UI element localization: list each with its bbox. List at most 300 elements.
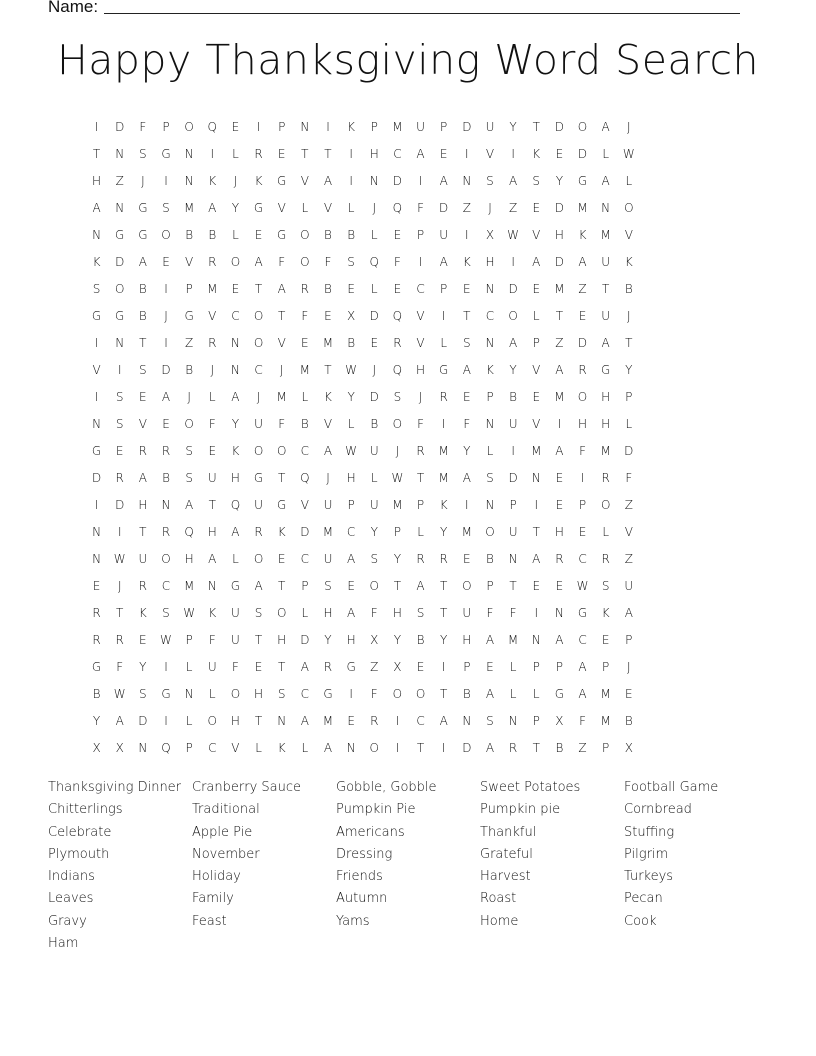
grid-letter[interactable]: J bbox=[395, 443, 400, 458]
grid-letter[interactable]: G bbox=[253, 200, 264, 215]
grid-letter[interactable]: I bbox=[557, 416, 562, 431]
grid-letter[interactable]: I bbox=[395, 740, 400, 755]
grid-letter[interactable]: N bbox=[462, 713, 472, 728]
grid-letter[interactable]: B bbox=[486, 551, 494, 566]
grid-letter[interactable]: W bbox=[622, 146, 635, 161]
grid-letter[interactable]: B bbox=[347, 227, 356, 242]
grid-letter[interactable]: K bbox=[277, 524, 286, 539]
grid-letter[interactable]: D bbox=[554, 254, 564, 269]
grid-letter[interactable]: P bbox=[602, 659, 610, 674]
grid-letter[interactable]: E bbox=[463, 551, 471, 566]
grid-letter[interactable]: B bbox=[462, 686, 471, 701]
grid-letter[interactable]: B bbox=[624, 713, 633, 728]
grid-letter[interactable]: N bbox=[531, 470, 541, 485]
grid-letter[interactable]: P bbox=[532, 659, 540, 674]
grid-letter[interactable]: U bbox=[369, 443, 379, 458]
grid-letter[interactable]: P bbox=[185, 740, 193, 755]
grid-letter[interactable]: F bbox=[486, 605, 494, 620]
grid-letter[interactable]: V bbox=[323, 416, 333, 431]
grid-letter[interactable]: U bbox=[369, 497, 379, 512]
grid-letter[interactable]: A bbox=[231, 389, 240, 404]
grid-letter[interactable]: A bbox=[462, 470, 471, 485]
grid-letter[interactable]: L bbox=[370, 470, 378, 485]
grid-letter[interactable]: E bbox=[532, 389, 541, 404]
grid-letter[interactable]: L bbox=[208, 389, 216, 404]
grid-letter[interactable]: S bbox=[486, 713, 494, 728]
grid-letter[interactable]: N bbox=[485, 416, 495, 431]
grid-letter[interactable]: L bbox=[255, 740, 262, 755]
grid-letter[interactable]: T bbox=[509, 578, 517, 593]
grid-letter[interactable]: L bbox=[370, 281, 378, 296]
grid-letter[interactable]: R bbox=[439, 389, 448, 404]
grid-letter[interactable]: K bbox=[208, 173, 217, 188]
grid-letter[interactable]: P bbox=[185, 632, 193, 647]
grid-letter[interactable]: R bbox=[370, 713, 379, 728]
grid-letter[interactable]: O bbox=[253, 335, 264, 350]
grid-letter[interactable]: E bbox=[115, 443, 124, 458]
grid-letter[interactable]: A bbox=[254, 254, 263, 269]
grid-letter[interactable]: B bbox=[555, 740, 564, 755]
grid-letter[interactable]: M bbox=[322, 335, 334, 350]
grid-letter[interactable]: M bbox=[183, 578, 195, 593]
grid-letter[interactable]: M bbox=[299, 362, 311, 377]
grid-letter[interactable]: A bbox=[485, 686, 495, 701]
grid-letter[interactable]: I bbox=[465, 227, 469, 242]
grid-letter[interactable]: L bbox=[509, 686, 517, 701]
grid-letter[interactable]: V bbox=[277, 200, 286, 215]
grid-letter[interactable]: I bbox=[511, 443, 515, 458]
grid-letter[interactable]: P bbox=[347, 497, 355, 512]
grid-letter[interactable]: E bbox=[370, 335, 379, 350]
grid-letter[interactable]: J bbox=[326, 470, 330, 485]
grid-letter[interactable]: P bbox=[278, 119, 286, 134]
grid-letter[interactable]: D bbox=[115, 119, 125, 134]
grid-letter[interactable]: F bbox=[231, 659, 239, 674]
grid-letter[interactable]: B bbox=[92, 686, 101, 701]
grid-letter[interactable]: B bbox=[300, 416, 309, 431]
grid-letter[interactable]: I bbox=[349, 173, 353, 188]
grid-letter[interactable]: R bbox=[439, 551, 448, 566]
grid-letter[interactable]: E bbox=[277, 551, 286, 566]
grid-letter[interactable]: Z bbox=[578, 281, 587, 296]
grid-letter[interactable]: E bbox=[208, 443, 217, 458]
grid-letter[interactable]: J bbox=[117, 578, 122, 593]
grid-letter[interactable]: V bbox=[416, 335, 425, 350]
grid-letter[interactable]: E bbox=[347, 281, 355, 296]
grid-letter[interactable]: L bbox=[532, 686, 540, 701]
grid-letter[interactable]: O bbox=[207, 713, 217, 728]
grid-letter[interactable]: R bbox=[416, 551, 425, 566]
grid-letter[interactable]: I bbox=[395, 713, 400, 728]
grid-letter[interactable]: P bbox=[463, 659, 471, 674]
grid-letter[interactable]: P bbox=[625, 632, 633, 647]
grid-letter[interactable]: T bbox=[254, 281, 263, 296]
grid-letter[interactable]: A bbox=[462, 362, 471, 377]
grid-letter[interactable]: A bbox=[532, 254, 541, 269]
grid-letter[interactable]: K bbox=[138, 605, 147, 620]
grid-letter[interactable]: R bbox=[578, 362, 587, 377]
grid-letter[interactable]: D bbox=[138, 713, 148, 728]
grid-letter[interactable]: I bbox=[164, 659, 168, 674]
grid-letter[interactable]: Y bbox=[370, 524, 378, 539]
grid-letter[interactable]: I bbox=[210, 146, 215, 161]
grid-letter[interactable]: Y bbox=[509, 362, 517, 377]
grid-letter[interactable]: V bbox=[300, 173, 309, 188]
grid-letter[interactable]: A bbox=[254, 578, 263, 593]
grid-letter[interactable]: G bbox=[323, 686, 333, 701]
grid-letter[interactable]: S bbox=[416, 605, 425, 620]
grid-letter[interactable]: O bbox=[230, 254, 241, 269]
grid-letter[interactable]: D bbox=[554, 200, 564, 215]
grid-letter[interactable]: M bbox=[438, 470, 449, 485]
grid-letter[interactable]: V bbox=[416, 308, 425, 323]
grid-letter[interactable]: J bbox=[279, 362, 284, 377]
grid-letter[interactable]: A bbox=[323, 173, 333, 188]
grid-letter[interactable]: T bbox=[92, 146, 101, 161]
grid-letter[interactable]: H bbox=[184, 551, 194, 566]
grid-letter[interactable]: A bbox=[208, 200, 217, 215]
grid-letter[interactable]: E bbox=[578, 524, 587, 539]
grid-letter[interactable]: K bbox=[486, 362, 494, 377]
grid-letter[interactable]: S bbox=[277, 686, 286, 701]
grid-letter[interactable]: B bbox=[138, 281, 147, 296]
grid-letter[interactable]: X bbox=[347, 308, 356, 323]
grid-letter[interactable]: H bbox=[138, 497, 148, 512]
grid-letter[interactable]: S bbox=[532, 173, 541, 188]
grid-letter[interactable]: R bbox=[208, 254, 217, 269]
grid-letter[interactable]: U bbox=[508, 524, 518, 539]
grid-letter[interactable]: R bbox=[115, 632, 124, 647]
grid-letter[interactable]: S bbox=[115, 416, 124, 431]
grid-letter[interactable]: T bbox=[532, 119, 540, 134]
grid-letter[interactable]: K bbox=[532, 146, 541, 161]
grid-letter[interactable]: N bbox=[184, 173, 194, 188]
grid-letter[interactable]: A bbox=[555, 443, 564, 458]
grid-letter[interactable]: E bbox=[139, 632, 147, 647]
grid-letter[interactable]: E bbox=[393, 281, 402, 296]
grid-letter[interactable]: N bbox=[300, 119, 310, 134]
grid-letter[interactable]: H bbox=[230, 470, 240, 485]
grid-letter[interactable]: T bbox=[278, 470, 286, 485]
grid-letter[interactable]: O bbox=[624, 200, 634, 215]
grid-letter[interactable]: D bbox=[577, 146, 588, 161]
grid-letter[interactable]: H bbox=[254, 686, 264, 701]
grid-letter[interactable]: G bbox=[253, 470, 264, 485]
grid-letter[interactable]: A bbox=[208, 551, 217, 566]
grid-letter[interactable]: U bbox=[207, 470, 217, 485]
grid-letter[interactable]: L bbox=[208, 686, 216, 701]
grid-letter[interactable]: N bbox=[207, 578, 217, 593]
grid-letter[interactable]: Q bbox=[207, 119, 217, 134]
grid-letter[interactable]: E bbox=[555, 497, 564, 512]
grid-letter[interactable]: I bbox=[418, 173, 423, 188]
grid-letter[interactable]: E bbox=[555, 470, 564, 485]
grid-letter[interactable]: R bbox=[138, 443, 148, 458]
grid-letter[interactable]: R bbox=[323, 659, 333, 674]
grid-letter[interactable]: H bbox=[462, 632, 472, 647]
grid-letter[interactable]: G bbox=[346, 659, 356, 674]
grid-letter[interactable]: V bbox=[231, 740, 240, 755]
grid-letter[interactable]: N bbox=[92, 227, 102, 242]
grid-letter[interactable]: U bbox=[508, 416, 518, 431]
grid-letter[interactable]: T bbox=[278, 308, 286, 323]
grid-letter[interactable]: V bbox=[92, 362, 101, 377]
grid-letter[interactable]: R bbox=[416, 443, 425, 458]
grid-letter[interactable]: M bbox=[183, 200, 195, 215]
grid-letter[interactable]: A bbox=[439, 254, 448, 269]
grid-letter[interactable]: F bbox=[463, 416, 471, 431]
grid-letter[interactable]: E bbox=[463, 389, 471, 404]
grid-letter[interactable]: G bbox=[277, 497, 287, 512]
grid-letter[interactable]: N bbox=[346, 740, 356, 755]
grid-letter[interactable]: E bbox=[532, 578, 541, 593]
grid-letter[interactable]: T bbox=[301, 146, 309, 161]
grid-letter[interactable]: A bbox=[231, 524, 240, 539]
grid-letter[interactable]: M bbox=[600, 227, 611, 242]
grid-letter[interactable]: Q bbox=[300, 470, 310, 485]
grid-letter[interactable]: T bbox=[532, 740, 540, 755]
grid-letter[interactable]: L bbox=[509, 659, 517, 674]
grid-letter[interactable]: I bbox=[94, 119, 99, 134]
grid-letter[interactable]: P bbox=[185, 281, 193, 296]
grid-letter[interactable]: R bbox=[161, 443, 171, 458]
grid-letter[interactable]: Z bbox=[578, 740, 587, 755]
grid-letter[interactable]: B bbox=[509, 389, 518, 404]
grid-letter[interactable]: O bbox=[276, 443, 287, 458]
grid-letter[interactable]: I bbox=[164, 713, 168, 728]
grid-letter[interactable]: P bbox=[301, 578, 309, 593]
grid-letter[interactable]: W bbox=[113, 686, 126, 701]
grid-letter[interactable]: G bbox=[577, 173, 588, 188]
grid-letter[interactable]: T bbox=[278, 659, 286, 674]
grid-letter[interactable]: N bbox=[601, 200, 611, 215]
grid-letter[interactable]: A bbox=[138, 470, 147, 485]
grid-letter[interactable]: A bbox=[161, 389, 171, 404]
grid-letter[interactable]: N bbox=[462, 173, 472, 188]
grid-letter[interactable]: L bbox=[532, 308, 540, 323]
grid-letter[interactable]: S bbox=[486, 173, 494, 188]
grid-letter[interactable]: G bbox=[115, 227, 125, 242]
grid-letter[interactable]: V bbox=[323, 200, 333, 215]
grid-letter[interactable]: I bbox=[164, 173, 168, 188]
grid-letter[interactable]: M bbox=[507, 632, 519, 647]
grid-letter[interactable]: P bbox=[440, 281, 448, 296]
grid-letter[interactable]: B bbox=[185, 227, 194, 242]
grid-letter[interactable]: E bbox=[532, 281, 541, 296]
grid-letter[interactable]: U bbox=[439, 227, 449, 242]
grid-letter[interactable]: T bbox=[463, 308, 471, 323]
grid-letter[interactable]: Y bbox=[393, 551, 402, 566]
grid-letter[interactable]: L bbox=[347, 200, 355, 215]
grid-letter[interactable]: S bbox=[463, 335, 471, 350]
grid-letter[interactable]: P bbox=[393, 524, 402, 539]
grid-letter[interactable]: O bbox=[577, 389, 588, 404]
grid-letter[interactable]: A bbox=[578, 686, 587, 701]
grid-letter[interactable]: R bbox=[115, 470, 124, 485]
grid-letter[interactable]: A bbox=[416, 146, 425, 161]
grid-letter[interactable]: S bbox=[324, 578, 332, 593]
grid-letter[interactable]: P bbox=[532, 335, 540, 350]
grid-letter[interactable]: Z bbox=[508, 200, 518, 215]
grid-letter[interactable]: B bbox=[624, 281, 633, 296]
grid-letter[interactable]: G bbox=[91, 308, 102, 323]
grid-letter[interactable]: O bbox=[508, 308, 518, 323]
grid-letter[interactable]: X bbox=[115, 740, 124, 755]
grid-letter[interactable]: Y bbox=[463, 443, 471, 458]
grid-letter[interactable]: U bbox=[323, 497, 333, 512]
grid-letter[interactable]: Y bbox=[440, 632, 448, 647]
grid-letter[interactable]: K bbox=[462, 254, 471, 269]
grid-letter[interactable]: D bbox=[577, 335, 588, 350]
grid-letter[interactable]: N bbox=[115, 146, 125, 161]
grid-letter[interactable]: A bbox=[601, 119, 610, 134]
grid-letter[interactable]: E bbox=[231, 281, 240, 296]
grid-letter[interactable]: I bbox=[441, 740, 446, 755]
grid-letter[interactable]: L bbox=[232, 227, 239, 242]
grid-letter[interactable]: I bbox=[580, 470, 585, 485]
grid-letter[interactable]: K bbox=[439, 497, 448, 512]
grid-letter[interactable]: A bbox=[92, 200, 101, 215]
grid-letter[interactable]: Q bbox=[369, 254, 379, 269]
grid-letter[interactable]: V bbox=[532, 362, 541, 377]
grid-letter[interactable]: M bbox=[322, 713, 334, 728]
grid-letter[interactable]: U bbox=[231, 632, 240, 647]
grid-letter[interactable]: A bbox=[323, 443, 333, 458]
grid-letter[interactable]: I bbox=[511, 146, 515, 161]
grid-letter[interactable]: C bbox=[300, 443, 310, 458]
grid-letter[interactable]: D bbox=[439, 200, 449, 215]
grid-letter[interactable]: O bbox=[415, 686, 426, 701]
grid-letter[interactable]: I bbox=[465, 146, 469, 161]
grid-letter[interactable]: B bbox=[138, 308, 147, 323]
grid-letter[interactable]: R bbox=[300, 281, 309, 296]
grid-letter[interactable]: L bbox=[625, 173, 633, 188]
grid-letter[interactable]: P bbox=[578, 497, 587, 512]
grid-letter[interactable]: G bbox=[439, 362, 449, 377]
grid-letter[interactable]: L bbox=[301, 740, 309, 755]
grid-letter[interactable]: W bbox=[345, 443, 358, 458]
grid-letter[interactable]: L bbox=[602, 524, 609, 539]
grid-letter[interactable]: Z bbox=[462, 200, 471, 215]
grid-letter[interactable]: I bbox=[117, 362, 122, 377]
grid-letter[interactable]: T bbox=[440, 605, 448, 620]
grid-letter[interactable]: V bbox=[300, 497, 309, 512]
grid-letter[interactable]: N bbox=[92, 524, 102, 539]
grid-letter[interactable]: E bbox=[555, 146, 564, 161]
grid-letter[interactable]: G bbox=[138, 200, 148, 215]
grid-letter[interactable]: H bbox=[554, 524, 564, 539]
grid-letter[interactable]: Y bbox=[231, 416, 240, 431]
grid-letter[interactable]: O bbox=[276, 605, 287, 620]
grid-letter[interactable]: I bbox=[349, 146, 353, 161]
grid-letter[interactable]: M bbox=[600, 713, 611, 728]
grid-letter[interactable]: E bbox=[162, 254, 170, 269]
grid-letter[interactable]: A bbox=[508, 173, 518, 188]
grid-letter[interactable]: W bbox=[391, 470, 404, 485]
grid-letter[interactable]: D bbox=[369, 389, 379, 404]
grid-letter[interactable]: U bbox=[323, 551, 333, 566]
grid-letter[interactable]: Z bbox=[185, 335, 194, 350]
grid-letter[interactable]: H bbox=[601, 389, 611, 404]
grid-letter[interactable]: C bbox=[300, 686, 310, 701]
grid-letter[interactable]: C bbox=[485, 308, 495, 323]
grid-letter[interactable]: D bbox=[300, 632, 310, 647]
grid-letter[interactable]: R bbox=[555, 551, 564, 566]
grid-letter[interactable]: R bbox=[393, 335, 402, 350]
grid-letter[interactable]: O bbox=[161, 227, 171, 242]
grid-letter[interactable]: J bbox=[418, 389, 423, 404]
grid-letter[interactable]: N bbox=[115, 200, 125, 215]
grid-letter[interactable]: Q bbox=[230, 497, 241, 512]
grid-letter[interactable]: S bbox=[139, 686, 147, 701]
grid-letter[interactable]: H bbox=[578, 416, 588, 431]
grid-letter[interactable]: Q bbox=[184, 524, 194, 539]
grid-letter[interactable]: I bbox=[441, 308, 446, 323]
grid-letter[interactable]: U bbox=[254, 497, 263, 512]
grid-letter[interactable]: G bbox=[138, 227, 148, 242]
grid-letter[interactable]: B bbox=[370, 416, 379, 431]
grid-letter[interactable]: U bbox=[462, 605, 472, 620]
grid-letter[interactable]: C bbox=[578, 551, 587, 566]
grid-letter[interactable]: C bbox=[300, 551, 310, 566]
grid-letter[interactable]: T bbox=[416, 470, 425, 485]
grid-letter[interactable]: M bbox=[392, 119, 403, 134]
grid-letter[interactable]: N bbox=[277, 713, 287, 728]
grid-letter[interactable]: F bbox=[579, 713, 586, 728]
grid-letter[interactable]: M bbox=[600, 443, 611, 458]
grid-letter[interactable]: N bbox=[508, 551, 518, 566]
grid-letter[interactable]: A bbox=[555, 632, 564, 647]
grid-letter[interactable]: I bbox=[534, 497, 539, 512]
grid-letter[interactable]: K bbox=[254, 173, 263, 188]
grid-letter[interactable]: G bbox=[554, 686, 565, 701]
grid-letter[interactable]: R bbox=[508, 740, 518, 755]
grid-letter[interactable]: D bbox=[624, 443, 634, 458]
grid-letter[interactable]: B bbox=[324, 227, 332, 242]
grid-letter[interactable]: L bbox=[185, 713, 193, 728]
grid-letter[interactable]: E bbox=[486, 659, 494, 674]
grid-letter[interactable]: B bbox=[208, 227, 217, 242]
grid-letter[interactable]: V bbox=[208, 308, 217, 323]
grid-letter[interactable]: L bbox=[625, 416, 633, 431]
grid-letter[interactable]: E bbox=[463, 281, 471, 296]
grid-letter[interactable]: Y bbox=[440, 524, 448, 539]
grid-letter[interactable]: X bbox=[92, 740, 101, 755]
grid-letter[interactable]: K bbox=[92, 254, 101, 269]
grid-letter[interactable]: W bbox=[507, 227, 520, 242]
grid-letter[interactable]: K bbox=[277, 740, 286, 755]
grid-letter[interactable]: F bbox=[278, 254, 286, 269]
grid-letter[interactable]: H bbox=[554, 227, 564, 242]
grid-letter[interactable]: O bbox=[392, 416, 403, 431]
grid-letter[interactable]: P bbox=[602, 740, 610, 755]
grid-letter[interactable]: L bbox=[232, 146, 239, 161]
grid-letter[interactable]: K bbox=[578, 227, 587, 242]
grid-letter[interactable]: D bbox=[392, 173, 403, 188]
grid-letter[interactable]: E bbox=[301, 335, 309, 350]
grid-letter[interactable]: J bbox=[164, 308, 168, 323]
grid-letter[interactable]: O bbox=[369, 578, 379, 593]
grid-letter[interactable]: N bbox=[230, 362, 240, 377]
grid-letter[interactable]: O bbox=[184, 119, 194, 134]
grid-letter[interactable]: K bbox=[624, 254, 633, 269]
grid-letter[interactable]: R bbox=[92, 605, 101, 620]
grid-letter[interactable]: S bbox=[139, 362, 147, 377]
grid-letter[interactable]: H bbox=[277, 632, 287, 647]
grid-letter[interactable]: H bbox=[392, 605, 402, 620]
grid-letter[interactable]: C bbox=[578, 632, 587, 647]
grid-letter[interactable]: N bbox=[161, 497, 171, 512]
